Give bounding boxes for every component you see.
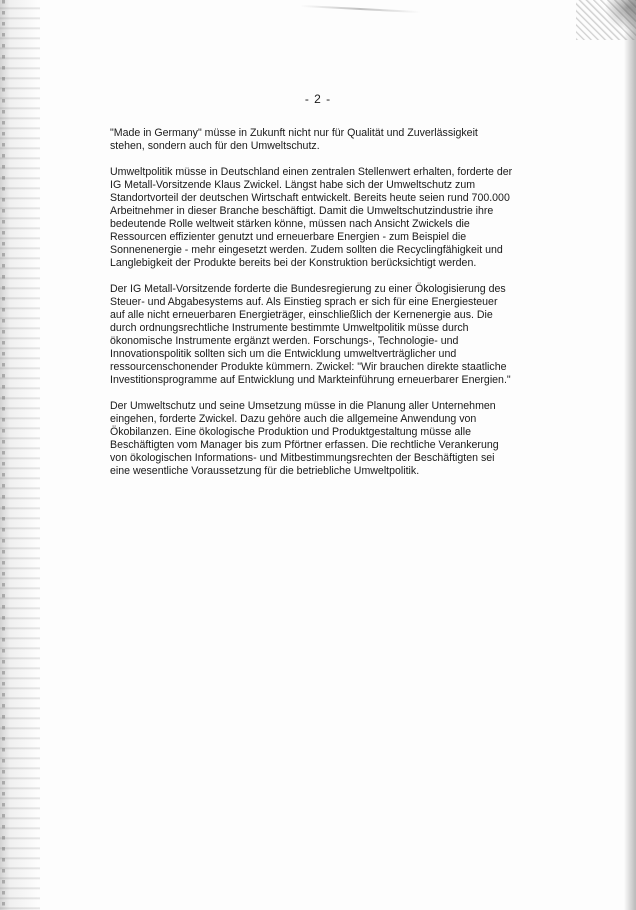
text-line: eingehen, forderte Zwickel. Dazu gehöre auch die allgemeine Anwendung von <box>110 413 477 425</box>
text-line: Innovationspolitik sollten sich um die Entwicklung umweltverträglicher und <box>110 348 457 360</box>
text-line: stehen, sondern auch für den Umweltschutz. <box>110 140 320 152</box>
paragraph <box>110 400 550 478</box>
text-line: bedeutende Rolle weltweit stärken könne, müssen nach Ansicht Zwickels die <box>110 218 470 230</box>
paragraph <box>110 283 550 387</box>
paragraph <box>110 166 550 270</box>
text-line: durch ordnungsrechtliche Instrumente bestimmte Umweltpolitik müsse durch <box>110 322 469 334</box>
scan-streak <box>300 5 420 13</box>
text-line: "Made in Germany" müsse in Zukunft nicht nur für Qualität und Zuverlässigkeit <box>110 127 478 139</box>
text-line: Langlebigkeit der Produkte bereits bei der Konstruktion berücksichtigt werden. <box>110 257 477 269</box>
text-line: ökonomische Instrumente ergänzt werden. Forschungs-, Technologie- und <box>110 335 459 347</box>
document-body <box>110 127 550 491</box>
text-line: ressourcenschonender Produkte kümmern. Zwickel: "Wir brauchen direkte staatliche <box>110 361 507 373</box>
text-line: auf alle nicht erneuerbaren Energieträger, einschließlich der Kernenergie aus. Die <box>110 309 493 321</box>
text-line: Umweltpolitik müsse in Deutschland einen zentralen Stellenwert erhalten, forderte der <box>110 166 513 178</box>
text-line: Der IG Metall-Vorsitzende forderte die Bundesregierung zu einer Ökologisierung des <box>110 283 506 295</box>
text-line: Der Umweltschutz und seine Umsetzung müsse in die Planung aller Unternehmen <box>110 400 496 412</box>
text-line: Standortvorteil der deutschen Wirtschaft entwickelt. Bereits heute seien rund 700.000 <box>110 192 510 204</box>
text-line: Steuer- und Abgabesystems auf. Als Einstieg sprach er sich für eine Energiesteuer <box>110 296 498 308</box>
text-line: Arbeitnehmer in dieser Branche beschäftigt. Damit die Umweltschutzindustrie ihre <box>110 205 494 217</box>
text-line: eine wesentliche Voraussetzung für die betriebliche Umweltpolitik. <box>110 465 420 477</box>
scan-corner-artifact <box>576 0 636 40</box>
page-number: - 2 - <box>304 92 332 106</box>
text-line: IG Metall-Vorsitzende Klaus Zwickel. Längst habe sich der Umweltschutz zum <box>110 179 476 191</box>
text-line: Ökobilanzen. Eine ökologische Produktion und Produktgestaltung müsse alle <box>110 426 471 438</box>
paragraph <box>110 127 550 153</box>
text-line: von ökologischen Informations- und Mitbestimmungsrechten der Beschäftigten sei <box>110 452 495 464</box>
scan-edge-right <box>624 0 636 910</box>
text-line: Investitionsprogramme auf Entwicklung und Markteinführung erneuerbarer Energien." <box>110 374 511 386</box>
text-line: Sonnenenergie - mehr eingesetzt werden. Zudem sollten die Recyclingfähigkeit und <box>110 244 503 256</box>
scan-edge-left <box>0 0 40 910</box>
text-line: Ressourcen effizienter genutzt und erneuerbare Energien - zum Beispiel die <box>110 231 467 243</box>
text-line: Beschäftigten vom Manager bis zum Pförtner erfassen. Die rechtliche Verankerung <box>110 439 499 451</box>
